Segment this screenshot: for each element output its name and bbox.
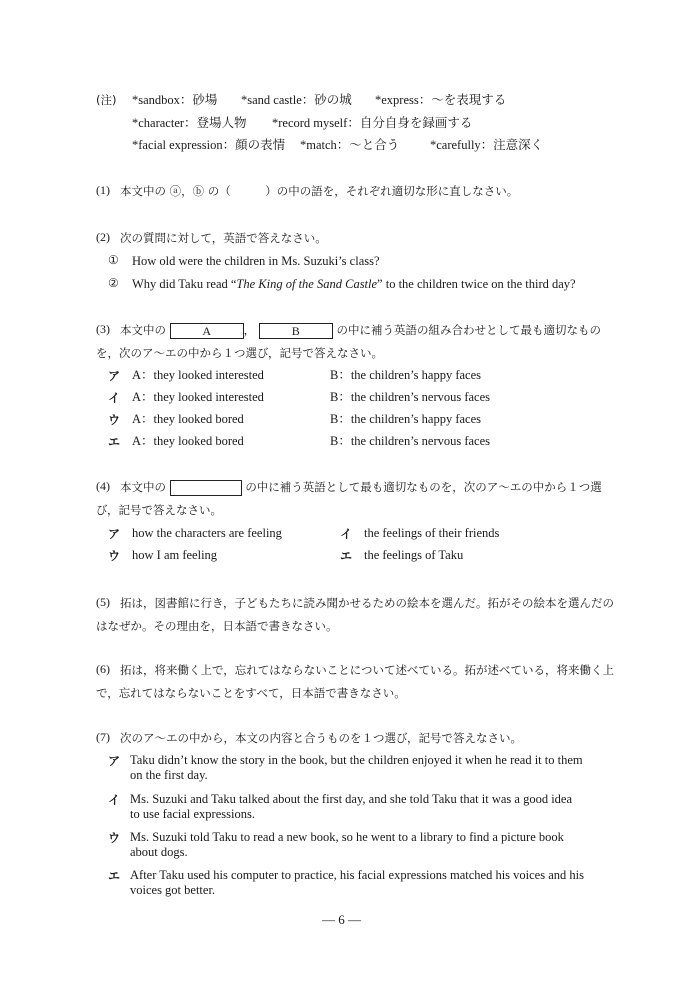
q7-number: (7)	[96, 730, 110, 744]
note-record-myself: *record myself：自分自身を録画する	[272, 116, 473, 130]
q3-opt-a-right: B：the children’s happy faces	[330, 368, 481, 382]
q7-mark-i: イ	[108, 793, 121, 807]
q3-mark-i: イ	[108, 391, 121, 405]
q7-opt-i-line1: Ms. Suzuki and Taku talked about the first day, and she told Taku that it was a good idea	[130, 792, 573, 806]
q2-text: 次の質問に対して，英語で答えなさい。	[120, 231, 327, 245]
note-match: *match：～と合う	[300, 138, 400, 152]
q7-opt-u-line1: Ms. Suzuki told Taku to read a new book, so he went to a library to find a picture book	[130, 830, 564, 844]
q4-mark-a: ア	[108, 527, 121, 541]
q5-line1: 拓は，図書館に行き，子どもたちに読み聞かせるための絵本を選んだ。拓がその絵本を選んだの	[120, 596, 615, 610]
q3-mark-u: ウ	[108, 413, 121, 427]
page-number: — 6 —	[322, 912, 361, 927]
note-express: *express：～を表現する	[375, 93, 507, 107]
q3-mark-a: ア	[108, 369, 121, 383]
q7-mark-a: ア	[108, 754, 121, 768]
q3-opt-i-right: B：the children’s nervous faces	[330, 390, 491, 404]
q2-mark-1: ①	[108, 253, 119, 267]
q7-mark-e: エ	[108, 869, 121, 883]
blank-box-q4	[170, 480, 242, 496]
q5-number: (5)	[96, 595, 110, 609]
q4-mark-e: エ	[340, 549, 353, 563]
q3-line1: 本文中の A ， B の中に補う英語の組み合わせとして最も適切なもの	[120, 323, 601, 338]
q7-opt-e-line2: voices got better.	[130, 883, 216, 897]
q4-line1: 本文中の の中に補う英語として最も適切なものを，次のア～エの中から１つ選	[120, 480, 602, 494]
q4-mark-u: ウ	[108, 549, 121, 563]
q7-opt-u-line2: about dogs.	[130, 845, 188, 859]
note-sandbox: *sandbox：砂場	[132, 93, 218, 107]
q3-opt-u-left: A：they looked bored	[132, 412, 244, 426]
q6-line1: 拓は，将来働く上で，忘れてはならないことについて述べている。拓が述べている，将来働く上	[120, 663, 615, 677]
q3-number: (3)	[96, 322, 110, 336]
q2-item-2: Why did Taku read “The King of the Sand Castle” to the children twice on the third day?	[132, 277, 576, 291]
note-character: *character：登場人物	[132, 116, 247, 130]
q6-number: (6)	[96, 662, 110, 676]
book-title: The King of the Sand Castle	[236, 277, 378, 291]
q4-opt-u: how I am feeling	[132, 548, 218, 562]
q4-opt-a: how the characters are feeling	[132, 526, 282, 540]
q4-opt-e: the feelings of Taku	[364, 548, 464, 562]
q3-opt-a-left: A：they looked interested	[132, 368, 264, 382]
q3-line2: を，次のア～エの中から１つ選び，記号で答えなさい。	[96, 346, 384, 360]
q5-line2: はなぜか。その理由を，日本語で書きなさい。	[96, 619, 338, 633]
q3-opt-u-right: B：the children’s happy faces	[330, 412, 481, 426]
q7-opt-a-line2: on the first day.	[130, 768, 208, 782]
q3-mark-e: エ	[108, 435, 121, 449]
q2-item-1: How old were the children in Ms. Suzuki’s class?	[132, 254, 380, 268]
q6-line2: で，忘れてはならないことをすべて，日本語で書きなさい。	[96, 686, 406, 700]
blank-box-b: B	[259, 323, 333, 339]
q7-opt-e-line1: After Taku used his computer to practice, his facial expressions matched his voices and his	[130, 868, 584, 882]
q2-mark-2: ②	[108, 276, 119, 290]
q3-opt-e-right: B：the children’s nervous faces	[330, 434, 491, 448]
note-facial-expression: *facial expression：顔の表情	[132, 138, 286, 152]
notes-label: (注)	[96, 93, 117, 107]
q7-mark-u: ウ	[108, 831, 121, 845]
q1-text: 本文中の ⓐ，ⓑ の（ ）の中の語を，それぞれ適切な形に直しなさい。	[120, 184, 519, 198]
blank-box-a: A	[170, 323, 244, 339]
q7-text: 次のア～エの中から，本文の内容と合うものを１つ選び，記号で答えなさい。	[120, 731, 523, 745]
q3-opt-e-left: A：they looked bored	[132, 434, 244, 448]
q4-number: (4)	[96, 479, 110, 493]
q4-mark-i: イ	[340, 527, 353, 541]
q7-opt-a-line1: Taku didn’t know the story in the book, but the children enjoyed it when he read it to them	[130, 753, 583, 767]
q7-opt-i-line2: to use facial expressions.	[130, 807, 255, 821]
q4-line2: び，記号で答えなさい。	[96, 503, 223, 517]
q3-opt-i-left: A：they looked interested	[132, 390, 264, 404]
note-carefully: *carefully：注意深く	[430, 138, 544, 152]
q4-opt-i: the feelings of their friends	[364, 526, 500, 540]
q1-number: (1)	[96, 183, 110, 197]
note-sand-castle: *sand castle：砂の城	[241, 93, 352, 107]
q2-number: (2)	[96, 230, 110, 244]
